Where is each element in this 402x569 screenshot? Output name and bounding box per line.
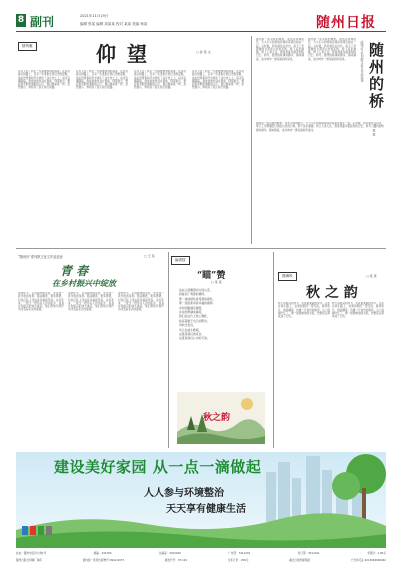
poem-section-tag: 编者按 [171,256,190,265]
autumn-body-col1: 秋天是收获的季节，也是最美丽的季节。走在乡间小路上，金黄的稻田一望无际，微风吹过，稻浪翻滚，仿佛一片金色的海洋。山上的枫叶红了，像一团团燃烧的火焰，把整座山都染成了红色。 [278,302,330,319]
autumn-title: 秋 之 韵 [306,285,358,301]
bridge-body-col2: 随州是一座有桥的城市。涢水河穿城而过，大大小小的桥梁将两岸紧紧连接在一起。小时候，我家就住在河边，每天上学都要经过那座古老的石桥。桥下流水潺潺，桥上人来人往，那是我童年最深刻的记忆。如今，随州的桥越来越多，越来越美，成为城市一道亮丽的风景线。 [308,38,356,61]
essay-body-col3: 有些人给了我们一生都要仰望的高度。在乡村振兴的路上，总有一些身影让我们肃然起敬，他们把青春和汗水洒在了这片热土上。每当夜幕降临，我常常独自站在窗前，仰望星空，想起那些默默奉献的人们，他们像星星一样，虽然微小，却照亮了别人前行的路。 [134,70,186,90]
poem-box [171,252,271,452]
feature-byline: □ 王 某 [144,254,155,258]
footer [16,551,386,567]
bridge-essay [254,36,386,246]
footer-item: 广告许可证 4213004000042 [350,559,386,562]
issue-info: 2021年11月19日 [80,14,109,18]
poem-line: 鸟儿在枝头歌唱， [179,327,202,332]
poem-line: 这里是我们心中的天堂。 [179,336,210,341]
essay-title: 仰 望 [96,42,149,66]
footer-item: 发行部：3211011 [297,552,320,555]
poem-line: 站在山顶眺望远方的山峦， [179,288,213,292]
banner-line1: 人人参与环境整治 [144,488,224,499]
poem-line: 乡村的梦越来越亮， [179,310,205,315]
column-divider [168,252,169,448]
header-rule [16,31,386,32]
poem-line: 收获着属于自己的阳光。 [179,318,210,323]
meta-line: 编辑 张某 编辑 周某某 校对 某某 美编 杨某 [80,22,148,26]
feature-kicker: “随州好”系列散文征文作品选登 [18,255,63,259]
footer-item: 邮发代号：37-119 [164,559,188,562]
banner-headline: 建设美好家园 从一点一滴做起 [54,458,262,476]
public-service-banner [16,452,386,548]
essay-body-col2: 有些人给了我们一生都要仰望的高度。在乡村振兴的路上，总有一些身影让我们肃然起敬，他们把青春和汗水洒在了这片热土上。每当夜幕降临，我常常独自站在窗前，仰望星空，想起那些默默奉献的人们，他们像星星一样，虽然微小，却照亮了别人前行的路。 [76,70,128,90]
bridge-body-wide: 随州是一座有桥的城市。涢水河穿城而过，大大小小的桥梁将两岸紧紧连接在一起。小时候，我家就住在河边，每天上学都要经过那座古老的石桥。桥下流水潺潺，桥上人来人往，那是我童年最深刻的记忆。如今，随州的桥越来越多，越来越美，成为城市一道亮丽的风景线。 [256,122,384,132]
feature-title-line1: 青 春 [60,264,89,278]
column-divider [273,252,274,448]
footer-row1 [16,551,386,555]
essay-body-col1: 有些人给了我们一生都要仰望的高度。在乡村振兴的路上，总有一些身影让我们肃然起敬，他们把青春和汗水洒在了这片热土上。每当夜幕降临，我常常独自站在窗前，仰望星空，想起那些默默奉献的人们，他们像星星一样，虽然微小，却照亮了别人前行的路。 [18,70,70,90]
essay-left [16,36,248,246]
feature-body-col3: 金秋时节，走进随州的乡村，处处是一派丰收的景象。稻谷飘香，果实累累，村民们脸上洋溢着幸福的笑容。这些年来，一批又一批年轻人回到家乡，投身乡村振兴的伟大事业，他们用知识和汗水改变着家乡的面貌。 [118,292,164,312]
page-number: 8 [17,15,25,25]
feature-body-col2: 金秋时节，走进随州的乡村，处处是一派丰收的景象。稻谷飘香，果实累累，村民们脸上洋溢着幸福的笑容。这些年来，一批又一批年轻人回到家乡，投身乡村振兴的伟大事业，他们用知识和汗水改变着家乡的面貌。 [68,292,114,312]
poem-title: “瞄”赞 [197,271,226,281]
bridge-kicker: “随州好”系列散文征文作品选登 [360,40,364,83]
page-header [16,12,386,32]
footer-item: 社址：随州市沿河大道1号 [16,552,47,555]
bridge-title: 随州的桥 [367,42,385,110]
poem-line: 风吹过麦田， [179,323,196,328]
poem-byline: □ 某 某 [211,280,222,284]
bridge-body-col1: 随州是一座有桥的城市。涢水河穿城而过，大大小小的桥梁将两岸紧紧连接在一起。小时候，我家就住在河边，每天上学都要经过那座古老的石桥。桥下流水潺潺，桥上人来人往，那是我童年最深刻的记忆。如今，随州的桥越来越多，越来越美，成为城市一道亮丽的风景线。 [256,38,304,61]
footer-item: 湖北日报传媒集团 [289,559,310,562]
poem-line: 这里是我们的家乡， [179,332,205,337]
poem-line: 那一抹抹绿色是希望的颜色， [179,296,216,301]
footer-item: 总编室：3222020 [158,552,181,555]
page-number-badge [16,14,26,27]
footer-item: 全年订价：256元 [227,559,249,562]
section-title: 副刊 [30,15,55,29]
footer-row2 [16,558,386,562]
footer-item: 零售价：1.00元 [367,552,386,555]
feature-article [16,252,166,452]
poem-illustration [177,392,265,444]
poem-line: 我们在这片土地上耕耘， [179,314,210,319]
poem-line: 我看到了青春的模样， [179,292,207,297]
poem-line: 那一座座新房是幸福的模样。 [179,301,216,306]
section-tag: 情风雅 [18,42,37,51]
footer-item: 国内统一连续出版物号 CN42-0073 [82,559,125,562]
footer-item: 随州日报社印刷厂承印 [16,559,42,562]
banner-line2: 天天享有健康生活 [166,504,246,515]
autumn-section-tag: 情满风 [278,272,297,281]
column-divider [251,36,252,244]
footer-item: 邮编：441300 [93,552,112,555]
poem-line: 乡村的路越走越宽， [179,305,205,310]
essay-byline: □ 孙 某 文 [196,50,211,54]
feature-body-col1: 金秋时节，走进随州的乡村，处处是一派丰收的景象。稻谷飘香，果实累累，村民们脸上洋溢着幸福的笑容。这些年来，一批又一批年轻人回到家乡，投身乡村振兴的伟大事业，他们用知识和汗水改变着家乡的面貌。 [18,292,64,312]
masthead-logo: 随州日报 [316,15,376,31]
autumn-body-col2: 秋天是收获的季节，也是最美丽的季节。走在乡间小路上，金黄的稻田一望无际，微风吹过，稻浪翻滚，仿佛一片金色的海洋。山上的枫叶红了，像一团团燃烧的火焰，把整座山都染成了红色。 [332,302,384,319]
section-divider [16,248,386,249]
footer-item: 广告部：3211201 [228,552,251,555]
image-caption: 秋之韵 [203,413,231,423]
essay-body-col4: 有些人给了我们一生都要仰望的高度。在乡村振兴的路上，总有一些身影让我们肃然起敬，他们把青春和汗水洒在了这片热土上。每当夜幕降临，我常常独自站在窗前，仰望星空，想起那些默默奉献的人们，他们像星星一样，虽然微小，却照亮了别人前行的路。 [192,70,244,90]
poem-lines [179,288,267,341]
feature-title-line2: 在乡村振兴中绽放 [52,278,116,288]
autumn-byline: □ 某 某 [366,274,377,278]
bridge-byline: □ 某 某 [372,124,376,136]
autumn-essay [276,252,386,452]
